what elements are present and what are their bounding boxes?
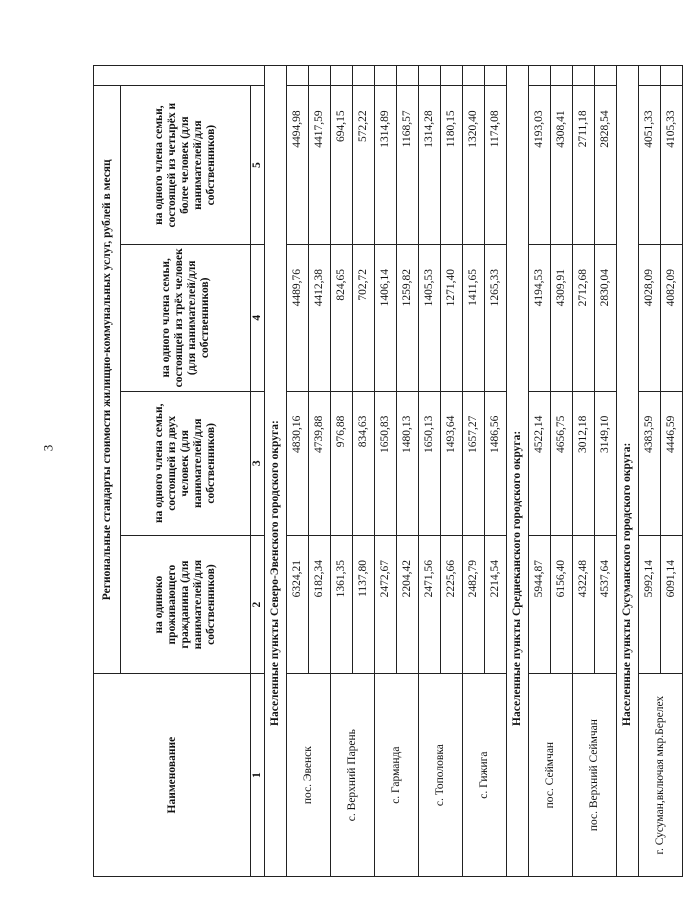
value-cell: 2712,68 — [573, 244, 595, 391]
table-row — [419, 66, 441, 877]
value-cell: 4417,59 — [309, 86, 331, 245]
header-num-4: 4 — [251, 244, 265, 391]
value-cell: 5992,14 — [639, 535, 661, 673]
section-title: Населенные пункты Сусуманского городского округа: — [617, 66, 639, 877]
table-row — [463, 66, 485, 877]
section-title: Населенные пункты Северо-Эвенского городского округа: — [265, 66, 287, 877]
value-cell: 572,22 — [353, 86, 375, 245]
value-cell: 1180,15 — [441, 86, 463, 245]
value-cell: 694,15 — [331, 86, 353, 245]
margin-cell — [331, 66, 353, 86]
margin-cell — [551, 66, 573, 86]
margin-cell — [573, 66, 595, 86]
value-cell: 4522,14 — [529, 391, 551, 535]
table-row — [287, 66, 309, 877]
margin-cell — [375, 66, 397, 86]
header-num-2: 2 — [251, 535, 265, 673]
value-cell: 1259,82 — [397, 244, 419, 391]
header-col-2: на одиноко проживающего гражданина (для нанимателей/для собственников) — [121, 535, 251, 673]
table-row — [573, 66, 595, 877]
value-cell: 2482,79 — [463, 535, 485, 673]
value-cell: 2225,66 — [441, 535, 463, 673]
value-cell: 6324,21 — [287, 535, 309, 673]
value-cell: 1271,40 — [441, 244, 463, 391]
value-cell: 834,63 — [353, 391, 375, 535]
margin-cell — [639, 66, 661, 86]
value-cell: 2472,67 — [375, 535, 397, 673]
standards-table — [93, 65, 683, 877]
rotated-table-container — [93, 65, 677, 877]
value-cell: 6182,34 — [309, 535, 331, 673]
value-cell: 1406,14 — [375, 244, 397, 391]
value-cell: 4308,41 — [551, 86, 573, 245]
margin-cell — [419, 66, 441, 86]
value-cell: 1320,40 — [463, 86, 485, 245]
value-cell: 2214,54 — [485, 535, 507, 673]
value-cell: 1411,65 — [463, 244, 485, 391]
table-row — [529, 66, 551, 877]
section-header-row — [617, 66, 639, 877]
margin-cell — [661, 66, 683, 86]
value-cell: 1650,13 — [419, 391, 441, 535]
value-cell: 1493,64 — [441, 391, 463, 535]
value-cell: 1650,83 — [375, 391, 397, 535]
header-name: Наименование — [94, 674, 251, 877]
header-group-title: Региональные стандарты стоимости жилищно-коммунальных услуг, рублей в месяц — [94, 86, 121, 674]
value-cell: 2711,18 — [573, 86, 595, 245]
place-name: с. Гарманда — [375, 674, 419, 877]
value-cell: 1314,28 — [419, 86, 441, 245]
value-cell: 4489,76 — [287, 244, 309, 391]
value-cell: 1265,33 — [485, 244, 507, 391]
margin-cell — [485, 66, 507, 86]
place-name: пос. Сеймчан — [529, 674, 573, 877]
value-cell: 4494,98 — [287, 86, 309, 245]
value-cell: 3012,18 — [573, 391, 595, 535]
value-cell: 4412,38 — [309, 244, 331, 391]
value-cell: 1361,35 — [331, 535, 353, 673]
table-row — [331, 66, 353, 877]
value-cell: 3149,10 — [595, 391, 617, 535]
margin-cell — [353, 66, 375, 86]
section-title: Населенные пункты Среднеканского городского округа: — [507, 66, 529, 877]
value-cell: 2471,56 — [419, 535, 441, 673]
value-cell: 6091,14 — [661, 535, 683, 673]
value-cell: 2830,04 — [595, 244, 617, 391]
margin-cell — [309, 66, 331, 86]
value-cell: 1314,89 — [375, 86, 397, 245]
value-cell: 1174,08 — [485, 86, 507, 245]
value-cell: 1657,27 — [463, 391, 485, 535]
value-cell: 1405,53 — [419, 244, 441, 391]
place-name: пос. Верхний Сеймчан — [573, 674, 617, 877]
header-col-3: на одного члена семьи, состоящей из двух человек (для нанимателей/для собственников) — [121, 391, 251, 535]
value-cell: 702,72 — [353, 244, 375, 391]
value-cell: 2828,54 — [595, 86, 617, 245]
header-col-4: на одного члена семьи, состоящей из трёх человек (для нанимателей/для собственников) — [121, 244, 251, 391]
place-name: г. Сусуман,включая мкр.Берелех — [639, 674, 683, 877]
value-cell: 4656,75 — [551, 391, 573, 535]
value-cell: 2204,42 — [397, 535, 419, 673]
value-cell: 1137,80 — [353, 535, 375, 673]
value-cell: 1486,56 — [485, 391, 507, 535]
header-num-1: 1 — [251, 674, 265, 877]
value-cell: 4830,16 — [287, 391, 309, 535]
place-name: с. Гижига — [463, 674, 507, 877]
value-cell: 6156,40 — [551, 535, 573, 673]
header-num-3: 3 — [251, 391, 265, 535]
value-cell: 4193,03 — [529, 86, 551, 245]
section-header-row — [265, 66, 287, 877]
value-cell: 4322,48 — [573, 535, 595, 673]
margin-cell — [397, 66, 419, 86]
value-cell: 4105,33 — [661, 86, 683, 245]
margin-cell — [529, 66, 551, 86]
value-cell: 4082,09 — [661, 244, 683, 391]
value-cell: 4739,88 — [309, 391, 331, 535]
value-cell: 4446,59 — [661, 391, 683, 535]
table-row — [375, 66, 397, 877]
page-number: 3 — [40, 444, 56, 452]
value-cell: 976,88 — [331, 391, 353, 535]
right-margin-cell — [94, 66, 265, 86]
place-name: пос. Эвенск — [287, 674, 331, 877]
header-col-5: на одного члена семьи, состоящей из четырёх и более человек (для нанимателей/для собственников) — [121, 86, 251, 245]
table-row — [639, 66, 661, 877]
value-cell: 4309,91 — [551, 244, 573, 391]
place-name: с. Тополовка — [419, 674, 463, 877]
table-body — [265, 66, 683, 877]
margin-cell — [463, 66, 485, 86]
value-cell: 4028,09 — [639, 244, 661, 391]
value-cell: 5944,87 — [529, 535, 551, 673]
value-cell: 4051,33 — [639, 86, 661, 245]
margin-cell — [595, 66, 617, 86]
header-num-5: 5 — [251, 86, 265, 245]
margin-cell — [287, 66, 309, 86]
value-cell: 4194,53 — [529, 244, 551, 391]
value-cell: 824,65 — [331, 244, 353, 391]
value-cell: 1480,13 — [397, 391, 419, 535]
value-cell: 1168,57 — [397, 86, 419, 245]
margin-cell — [441, 66, 463, 86]
value-cell: 4383,59 — [639, 391, 661, 535]
place-name: с. Верхний Парень — [331, 674, 375, 877]
value-cell: 4537,64 — [595, 535, 617, 673]
section-header-row — [507, 66, 529, 877]
